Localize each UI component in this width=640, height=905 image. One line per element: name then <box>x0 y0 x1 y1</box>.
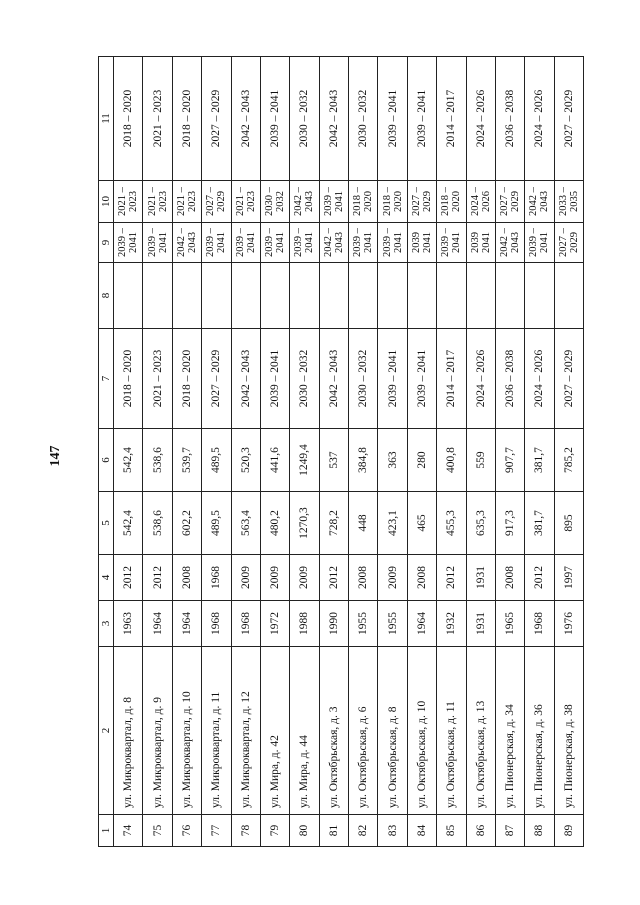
table-cell-col-7: 2018 – 2020 <box>114 329 143 429</box>
table-cell-col-6: 520,3 <box>231 429 260 492</box>
table-cell-col-11: 2039 – 2041 <box>378 57 407 181</box>
table-cell-col-8 <box>114 263 143 329</box>
table-cell-col-7: 2014 – 2017 <box>437 329 466 429</box>
table-cell-col-1: 78 <box>231 815 260 847</box>
table-cell-col-11: 2042 – 2043 <box>231 57 260 181</box>
column-header-5: 5 <box>99 492 114 555</box>
table-cell-col-9: 2039 – 2041 <box>290 223 319 263</box>
table-cell-col-2: ул. Пионерская, д. 38 <box>554 647 583 815</box>
table-cell-col-10: 2027 – 2029 <box>202 181 231 223</box>
table-cell-col-4: 1997 <box>554 555 583 601</box>
table-cell-col-1: 88 <box>525 815 554 847</box>
table-cell-col-3: 1965 <box>495 601 524 647</box>
table-cell-col-10: 2042 – 2043 <box>525 181 554 223</box>
table-cell-col-6: 559 <box>466 429 495 492</box>
table-cell-col-5: 563,4 <box>231 492 260 555</box>
table-cell-col-4: 2012 <box>525 555 554 601</box>
table-cell-col-8 <box>349 263 378 329</box>
table-cell-col-3: 1968 <box>525 601 554 647</box>
table-cell-col-5: 895 <box>554 492 583 555</box>
table-cell-col-5: 917,3 <box>495 492 524 555</box>
table-cell-col-10: 2030 – 2032 <box>260 181 289 223</box>
table-cell-col-3: 1964 <box>407 601 436 647</box>
table-cell-col-7: 2039 – 2041 <box>378 329 407 429</box>
table-cell-col-6: 539,7 <box>172 429 201 492</box>
table-row <box>495 57 524 847</box>
table-cell-col-7: 2030 – 2032 <box>349 329 378 429</box>
table-cell-col-9: 2042 – 2043 <box>172 223 201 263</box>
table-cell-col-10: 2027 – 2029 <box>495 181 524 223</box>
table-cell-col-4: 2009 <box>231 555 260 601</box>
table-cell-col-2: ул. Октябрьская, д. 6 <box>349 647 378 815</box>
table-cell-col-4: 1968 <box>202 555 231 601</box>
table-cell-col-4: 1931 <box>466 555 495 601</box>
table-cell-col-5: 1270,3 <box>290 492 319 555</box>
table-cell-col-3: 1976 <box>554 601 583 647</box>
table-cell-col-10: 2021 – 2023 <box>143 181 172 223</box>
table-cell-col-3: 1968 <box>231 601 260 647</box>
table-cell-col-11: 2024 – 2026 <box>525 57 554 181</box>
table-cell-col-2: ул. Микроквартал, д. 11 <box>202 647 231 815</box>
table-cell-col-1: 80 <box>290 815 319 847</box>
table-cell-col-9: 2039 – 2041 <box>437 223 466 263</box>
table-cell-col-6: 542,4 <box>114 429 143 492</box>
table-cell-col-8 <box>466 263 495 329</box>
table-cell-col-3: 1932 <box>437 601 466 647</box>
column-header-9: 9 <box>99 223 114 263</box>
table-cell-col-4: 2008 <box>407 555 436 601</box>
table-cell-col-3: 1990 <box>319 601 348 647</box>
table-cell-col-5: 381,7 <box>525 492 554 555</box>
table-cell-col-11: 2039 – 2041 <box>407 57 436 181</box>
table-cell-col-2: ул. Мира, д. 44 <box>290 647 319 815</box>
table-cell-col-7: 2036 – 2038 <box>495 329 524 429</box>
table-row <box>349 57 378 847</box>
rotated-table-container <box>98 57 584 847</box>
table-cell-col-7: 2030 – 2032 <box>290 329 319 429</box>
table-cell-col-8 <box>378 263 407 329</box>
table-cell-col-9: 2039 – 2041 <box>231 223 260 263</box>
table-cell-col-2: ул. Микроквартал, д. 12 <box>231 647 260 815</box>
table-cell-col-6: 384,8 <box>349 429 378 492</box>
table-cell-col-4: 2009 <box>378 555 407 601</box>
table-cell-col-2: ул. Микроквартал, д. 9 <box>143 647 172 815</box>
table-cell-col-11: 2018 – 2020 <box>172 57 201 181</box>
table-cell-col-1: 89 <box>554 815 583 847</box>
table-cell-col-8 <box>172 263 201 329</box>
table-cell-col-2: ул. Октябрьская, д. 13 <box>466 647 495 815</box>
table-cell-col-2: ул. Мира, д. 42 <box>260 647 289 815</box>
page-number: 147 <box>48 445 63 467</box>
table-cell-col-1: 79 <box>260 815 289 847</box>
table-cell-col-4: 2009 <box>260 555 289 601</box>
table-cell-col-3: 1988 <box>290 601 319 647</box>
column-header-3: 3 <box>99 601 114 647</box>
table-cell-col-10: 2018 – 2020 <box>437 181 466 223</box>
table-cell-col-1: 74 <box>114 815 143 847</box>
table-cell-col-11: 2027 – 2029 <box>554 57 583 181</box>
table-cell-col-10: 2018 – 2020 <box>349 181 378 223</box>
table-cell-col-3: 1955 <box>349 601 378 647</box>
table-row <box>407 57 436 847</box>
table-cell-col-10: 2021 – 2023 <box>114 181 143 223</box>
table-cell-col-6: 785,2 <box>554 429 583 492</box>
table-cell-col-5: 538,6 <box>143 492 172 555</box>
table-cell-col-7: 2042 – 2043 <box>319 329 348 429</box>
table-cell-col-5: 489,5 <box>202 492 231 555</box>
table-cell-col-6: 489,5 <box>202 429 231 492</box>
table-cell-col-11: 2042 – 2043 <box>319 57 348 181</box>
table-cell-col-10: 2033 – 2035 <box>554 181 583 223</box>
table-cell-col-11: 2018 – 2020 <box>114 57 143 181</box>
table-cell-col-11: 2030 – 2032 <box>349 57 378 181</box>
table-cell-col-2: ул. Микроквартал, д. 10 <box>172 647 201 815</box>
table-row <box>172 57 201 847</box>
table-cell-col-3: 1931 <box>466 601 495 647</box>
table-cell-col-11: 2014 – 2017 <box>437 57 466 181</box>
table-cell-col-1: 84 <box>407 815 436 847</box>
table-row <box>260 57 289 847</box>
column-header-8: 8 <box>99 263 114 329</box>
table-cell-col-5: 448 <box>349 492 378 555</box>
table-cell-col-4: 2009 <box>290 555 319 601</box>
table-row <box>466 57 495 847</box>
column-header-6: 6 <box>99 429 114 492</box>
table-cell-col-11: 2039 – 2041 <box>260 57 289 181</box>
table-cell-col-8 <box>231 263 260 329</box>
table-body <box>114 57 584 847</box>
table-cell-col-5: 728,2 <box>319 492 348 555</box>
table-row <box>290 57 319 847</box>
table-cell-col-8 <box>290 263 319 329</box>
column-header-7: 7 <box>99 329 114 429</box>
table-cell-col-8 <box>525 263 554 329</box>
table-cell-col-9: 2042 – 2043 <box>319 223 348 263</box>
table-cell-col-2: ул. Октябрьская, д. 3 <box>319 647 348 815</box>
table-cell-col-10: 2039 – 2041 <box>319 181 348 223</box>
table-cell-col-7: 2018 – 2020 <box>172 329 201 429</box>
table-cell-col-7: 2021 – 2023 <box>143 329 172 429</box>
table-cell-col-10: 2027 – 2029 <box>407 181 436 223</box>
column-header-2: 2 <box>99 647 114 815</box>
table-row <box>114 57 143 847</box>
table-cell-col-6: 280 <box>407 429 436 492</box>
table-header-row <box>99 57 114 847</box>
table-cell-col-9: 2039 – 2041 <box>202 223 231 263</box>
table-cell-col-4: 2008 <box>172 555 201 601</box>
table-cell-col-10: 2024 – 2026 <box>466 181 495 223</box>
table-cell-col-9: 2039 – 2041 <box>143 223 172 263</box>
table-cell-col-5: 542,4 <box>114 492 143 555</box>
table-cell-col-11: 2030 – 2032 <box>290 57 319 181</box>
table-cell-col-4: 2012 <box>143 555 172 601</box>
table-cell-col-1: 86 <box>466 815 495 847</box>
table-cell-col-4: 2008 <box>495 555 524 601</box>
table-cell-col-10: 2021 – 2023 <box>172 181 201 223</box>
column-header-11: 11 <box>99 57 114 181</box>
table-cell-col-4: 2012 <box>437 555 466 601</box>
table-cell-col-3: 1968 <box>202 601 231 647</box>
table-cell-col-7: 2024 – 2026 <box>466 329 495 429</box>
table-cell-col-2: ул. Пионерская, д. 34 <box>495 647 524 815</box>
table-cell-col-8 <box>202 263 231 329</box>
table-cell-col-6: 537 <box>319 429 348 492</box>
table-cell-col-5: 455,3 <box>437 492 466 555</box>
table-cell-col-9: 2039 – 2041 <box>378 223 407 263</box>
table-cell-col-1: 83 <box>378 815 407 847</box>
table-cell-col-10: 2042 – 2043 <box>290 181 319 223</box>
table-row <box>202 57 231 847</box>
table-cell-col-9: 2039 – 2041 <box>260 223 289 263</box>
table-cell-col-6: 1249,4 <box>290 429 319 492</box>
table-cell-col-9: 2027 – 2029 <box>554 223 583 263</box>
table-cell-col-9: 2039 2041 <box>466 223 495 263</box>
table-cell-col-1: 82 <box>349 815 378 847</box>
table-cell-col-7: 2024 – 2026 <box>525 329 554 429</box>
table-cell-col-8 <box>143 263 172 329</box>
table-row <box>231 57 260 847</box>
table-cell-col-8 <box>554 263 583 329</box>
table-cell-col-2: ул. Октябрьская, д. 11 <box>437 647 466 815</box>
table-cell-col-3: 1963 <box>114 601 143 647</box>
table-cell-col-4: 2012 <box>319 555 348 601</box>
table-cell-col-2: ул. Пионерская, д. 36 <box>525 647 554 815</box>
table-cell-col-1: 75 <box>143 815 172 847</box>
table-cell-col-11: 2036 – 2038 <box>495 57 524 181</box>
table-cell-col-6: 381,7 <box>525 429 554 492</box>
table-cell-col-4: 2008 <box>349 555 378 601</box>
table-cell-col-9: 2039 – 2041 <box>114 223 143 263</box>
column-header-10: 10 <box>99 181 114 223</box>
column-header-1: 1 <box>99 815 114 847</box>
table-cell-col-9: 2039 2041 <box>407 223 436 263</box>
table-cell-col-9: 2042 – 2043 <box>495 223 524 263</box>
table-cell-col-4: 2012 <box>114 555 143 601</box>
table-cell-col-7: 2027 – 2029 <box>554 329 583 429</box>
table-cell-col-8 <box>437 263 466 329</box>
table-cell-col-2: ул. Октябрьская, д. 8 <box>378 647 407 815</box>
table-cell-col-10: 2021 – 2023 <box>231 181 260 223</box>
table-cell-col-8 <box>260 263 289 329</box>
table-row <box>525 57 554 847</box>
table-cell-col-11: 2021 – 2023 <box>143 57 172 181</box>
table-cell-col-8 <box>319 263 348 329</box>
table-cell-col-5: 423,1 <box>378 492 407 555</box>
table-cell-col-7: 2039 – 2041 <box>260 329 289 429</box>
table-cell-col-5: 635,3 <box>466 492 495 555</box>
table-cell-col-5: 480,2 <box>260 492 289 555</box>
table-cell-col-10: 2018 – 2020 <box>378 181 407 223</box>
table-cell-col-5: 602,2 <box>172 492 201 555</box>
table-cell-col-3: 1964 <box>143 601 172 647</box>
table-row <box>378 57 407 847</box>
table-cell-col-2: ул. Октябрьская, д. 10 <box>407 647 436 815</box>
table-cell-col-6: 907,7 <box>495 429 524 492</box>
table-cell-col-1: 81 <box>319 815 348 847</box>
table-cell-col-6: 538,6 <box>143 429 172 492</box>
table-cell-col-6: 363 <box>378 429 407 492</box>
table-cell-col-1: 76 <box>172 815 201 847</box>
column-header-4: 4 <box>99 555 114 601</box>
table-row <box>437 57 466 847</box>
table-cell-col-7: 2042 – 2043 <box>231 329 260 429</box>
table-row <box>554 57 583 847</box>
table-wrap <box>98 57 584 847</box>
table-cell-col-5: 465 <box>407 492 436 555</box>
table-row <box>143 57 172 847</box>
table-cell-col-7: 2039 – 2041 <box>407 329 436 429</box>
table-cell-col-9: 2039 – 2041 <box>525 223 554 263</box>
table-cell-col-8 <box>407 263 436 329</box>
table-cell-col-6: 441,6 <box>260 429 289 492</box>
table-cell-col-6: 400,8 <box>437 429 466 492</box>
table-cell-col-3: 1972 <box>260 601 289 647</box>
repair-schedule-table <box>98 56 584 847</box>
table-cell-col-3: 1964 <box>172 601 201 647</box>
table-cell-col-2: ул. Микроквартал, д. 8 <box>114 647 143 815</box>
table-cell-col-3: 1955 <box>378 601 407 647</box>
table-cell-col-7: 2027 – 2029 <box>202 329 231 429</box>
table-cell-col-8 <box>495 263 524 329</box>
table-cell-col-11: 2024 – 2026 <box>466 57 495 181</box>
table-cell-col-1: 77 <box>202 815 231 847</box>
table-cell-col-1: 87 <box>495 815 524 847</box>
table-cell-col-9: 2039 – 2041 <box>349 223 378 263</box>
table-cell-col-1: 85 <box>437 815 466 847</box>
table-row <box>319 57 348 847</box>
table-cell-col-11: 2027 – 2029 <box>202 57 231 181</box>
